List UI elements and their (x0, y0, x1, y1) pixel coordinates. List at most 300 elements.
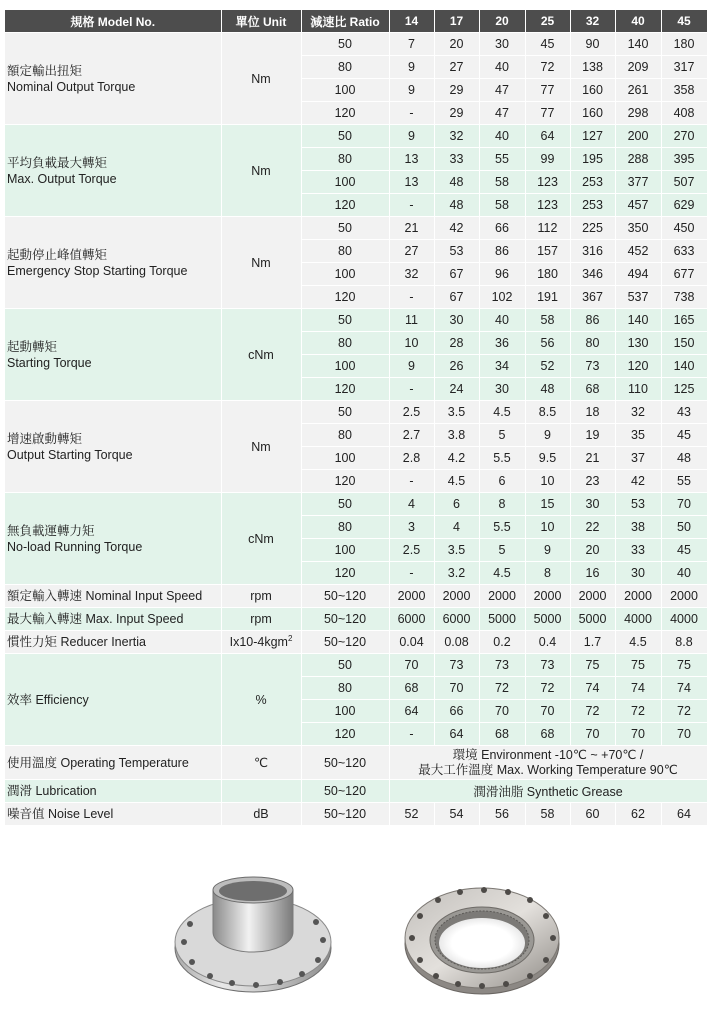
table-cell: 261 (615, 79, 661, 102)
table-cell: 225 (570, 217, 615, 240)
table-cell: 102 (479, 286, 525, 309)
table-cell: 140 (615, 33, 661, 56)
table-cell: 4.5 (615, 631, 661, 654)
table-cell: 11 (389, 309, 434, 332)
table-cell: - (389, 723, 434, 746)
ratio-cell: 100 (301, 539, 389, 562)
ratio-cell: 120 (301, 562, 389, 585)
table-cell: 75 (661, 654, 707, 677)
header-size: 25 (525, 10, 570, 33)
table-cell: 395 (661, 148, 707, 171)
table-cell: 120 (615, 355, 661, 378)
table-cell: 0.08 (434, 631, 479, 654)
ratio-cell: 80 (301, 56, 389, 79)
inertia-unit-sup: 2 (287, 634, 293, 644)
table-cell: - (389, 286, 434, 309)
ratio-cell: 80 (301, 677, 389, 700)
table-cell: 138 (570, 56, 615, 79)
ratio-cell: 100 (301, 171, 389, 194)
table-cell: 70 (661, 493, 707, 516)
table-row (5, 631, 707, 654)
table-cell: 47 (479, 79, 525, 102)
table-cell: 9 (525, 539, 570, 562)
table-cell: - (389, 470, 434, 493)
table-cell: 2000 (434, 585, 479, 608)
table-cell: 5000 (525, 608, 570, 631)
group-unit: cNm (221, 309, 301, 401)
table-cell: - (389, 378, 434, 401)
spec-table (5, 10, 708, 826)
table-cell: - (389, 102, 434, 125)
group-unit: Nm (221, 217, 301, 309)
table-cell: 37 (615, 447, 661, 470)
table-cell: 19 (570, 424, 615, 447)
table-cell: 55 (661, 470, 707, 493)
table-cell: 160 (570, 102, 615, 125)
table-cell: 48 (434, 194, 479, 217)
table-cell: 8.5 (525, 401, 570, 424)
table-cell: 2.5 (389, 401, 434, 424)
table-cell: 36 (479, 332, 525, 355)
table-cell: 64 (525, 125, 570, 148)
table-cell: 150 (661, 332, 707, 355)
lubrication-value: 潤滑油脂 Synthetic Grease (389, 780, 707, 803)
table-cell: 507 (661, 171, 707, 194)
table-cell: 9.5 (525, 447, 570, 470)
table-cell: 2000 (615, 585, 661, 608)
ratio-cell: 120 (301, 286, 389, 309)
table-cell: 62 (615, 803, 661, 826)
table-cell: 633 (661, 240, 707, 263)
table-cell: 72 (479, 677, 525, 700)
table-cell: 2000 (570, 585, 615, 608)
ratio-cell: 100 (301, 700, 389, 723)
lubrication-unit (221, 780, 301, 803)
input-speed-unit: rpm (221, 585, 301, 608)
group-label-zh: 平均負載最大轉矩 (7, 155, 108, 170)
group-label-en: Starting Torque (7, 355, 92, 370)
table-cell: 3.5 (434, 401, 479, 424)
input-speed-label: 額定輸入轉速 Nominal Input Speed (5, 585, 221, 608)
table-cell: 180 (661, 33, 707, 56)
table-cell: 4.5 (434, 470, 479, 493)
table-cell: 8 (479, 493, 525, 516)
table-cell: 452 (615, 240, 661, 263)
table-cell: 29 (434, 102, 479, 125)
table-cell: 55 (479, 148, 525, 171)
table-cell: 30 (479, 33, 525, 56)
table-cell: 127 (570, 125, 615, 148)
group-label-zh: 起動轉矩 (7, 339, 58, 354)
table-cell: 8 (525, 562, 570, 585)
table-cell: 75 (615, 654, 661, 677)
table-cell: 21 (570, 447, 615, 470)
table-cell: 13 (389, 171, 434, 194)
lubrication-ratio: 50~120 (301, 780, 389, 803)
table-cell: 7 (389, 33, 434, 56)
table-row (5, 585, 707, 608)
header-size: 45 (661, 10, 707, 33)
table-cell: 140 (615, 309, 661, 332)
table-cell: 52 (525, 355, 570, 378)
table-cell: 56 (479, 803, 525, 826)
input-speed-ratio: 50~120 (301, 585, 389, 608)
table-cell: 30 (434, 309, 479, 332)
table-cell: 73 (434, 654, 479, 677)
flange-cup-image (170, 870, 340, 1000)
ratio-cell: 50 (301, 493, 389, 516)
table-cell: 96 (479, 263, 525, 286)
table-cell: 157 (525, 240, 570, 263)
ratio-cell: 120 (301, 194, 389, 217)
table-cell: 48 (661, 447, 707, 470)
table-cell: 10 (525, 470, 570, 493)
table-cell: 367 (570, 286, 615, 309)
table-cell: 72 (661, 700, 707, 723)
table-cell: 209 (615, 56, 661, 79)
noise-label: 噪音值 Noise Level (5, 803, 221, 826)
table-cell: 10 (525, 516, 570, 539)
table-cell: 10 (389, 332, 434, 355)
table-cell: 77 (525, 102, 570, 125)
table-cell: 20 (434, 33, 479, 56)
table-cell: 629 (661, 194, 707, 217)
table-cell: 5000 (479, 608, 525, 631)
table-cell: 50 (661, 516, 707, 539)
noise-ratio: 50~120 (301, 803, 389, 826)
table-cell: 33 (615, 539, 661, 562)
table-cell: 70 (570, 723, 615, 746)
table-cell: 60 (570, 803, 615, 826)
table-cell: 90 (570, 33, 615, 56)
table-cell: 6000 (389, 608, 434, 631)
table-cell: 4 (434, 516, 479, 539)
table-cell: 75 (570, 654, 615, 677)
table-cell: 70 (615, 723, 661, 746)
gear-ring-image (400, 870, 570, 1000)
table-cell: 494 (615, 263, 661, 286)
table-cell: 72 (525, 677, 570, 700)
ratio-cell: 120 (301, 723, 389, 746)
table-cell: 58 (479, 171, 525, 194)
table-cell: 9 (389, 125, 434, 148)
efficiency-unit: % (221, 654, 301, 746)
group-unit: Nm (221, 125, 301, 217)
efficiency-label: 效率 Efficiency (5, 654, 221, 746)
table-row (5, 780, 707, 803)
table-cell: 73 (525, 654, 570, 677)
table-cell: 123 (525, 194, 570, 217)
table-cell: 110 (615, 378, 661, 401)
table-cell: 191 (525, 286, 570, 309)
table-cell: 9 (389, 56, 434, 79)
table-cell: 53 (434, 240, 479, 263)
table-cell: 358 (661, 79, 707, 102)
table-cell: 70 (434, 677, 479, 700)
table-cell: 27 (434, 56, 479, 79)
table-cell: 67 (434, 286, 479, 309)
header-model: 規格 Model No. (5, 10, 221, 33)
table-cell: 2000 (479, 585, 525, 608)
table-row (5, 33, 707, 56)
table-cell: 15 (525, 493, 570, 516)
noise-unit: dB (221, 803, 301, 826)
inertia-label: 慣性力矩 Reducer Inertia (5, 631, 221, 654)
table-cell: 47 (479, 102, 525, 125)
table-row (5, 654, 707, 677)
table-cell: 6 (434, 493, 479, 516)
table-cell: 48 (434, 171, 479, 194)
table-cell: 74 (570, 677, 615, 700)
table-cell: 2000 (525, 585, 570, 608)
inertia-ratio: 50~120 (301, 631, 389, 654)
group-label-en: No-load Running Torque (7, 539, 143, 554)
ratio-cell: 50 (301, 125, 389, 148)
temperature-line-2: 最大工作溫度 Max. Working Temperature 90℃ (418, 762, 678, 777)
table-cell: 4.2 (434, 447, 479, 470)
table-cell: 0.04 (389, 631, 434, 654)
table-cell: 298 (615, 102, 661, 125)
table-cell: 3.8 (434, 424, 479, 447)
table-row (5, 803, 707, 826)
table-cell: 80 (570, 332, 615, 355)
table-cell: 45 (661, 539, 707, 562)
table-cell: 30 (479, 378, 525, 401)
table-cell: 4.5 (479, 562, 525, 585)
group-label (5, 125, 221, 217)
table-cell: 32 (389, 263, 434, 286)
table-cell: 346 (570, 263, 615, 286)
table-cell: 125 (661, 378, 707, 401)
group-label (5, 309, 221, 401)
table-cell: 56 (525, 332, 570, 355)
table-cell: 5000 (570, 608, 615, 631)
table-cell: 58 (525, 309, 570, 332)
table-cell: 8.8 (661, 631, 707, 654)
ratio-cell: 50 (301, 654, 389, 677)
table-cell: 2.7 (389, 424, 434, 447)
table-cell: 377 (615, 171, 661, 194)
ratio-cell: 80 (301, 240, 389, 263)
table-cell: 23 (570, 470, 615, 493)
table-cell: 66 (434, 700, 479, 723)
table-cell: 270 (661, 125, 707, 148)
table-cell: 2000 (661, 585, 707, 608)
table-cell: 112 (525, 217, 570, 240)
header-unit: 單位 Unit (221, 10, 301, 33)
table-cell: 317 (661, 56, 707, 79)
group-label (5, 493, 221, 585)
table-cell: 408 (661, 102, 707, 125)
header-size: 17 (434, 10, 479, 33)
table-cell: 1.7 (570, 631, 615, 654)
table-cell: 74 (615, 677, 661, 700)
table-cell: 70 (479, 700, 525, 723)
table-cell: 67 (434, 263, 479, 286)
table-cell: 40 (479, 309, 525, 332)
table-cell: 38 (615, 516, 661, 539)
temperature-unit: ℃ (221, 746, 301, 780)
temperature-value (389, 746, 707, 780)
table-cell: 42 (434, 217, 479, 240)
ratio-cell: 120 (301, 470, 389, 493)
table-cell: 3.2 (434, 562, 479, 585)
ratio-cell: 50 (301, 401, 389, 424)
table-row (5, 493, 707, 516)
max-speed-ratio: 50~120 (301, 608, 389, 631)
table-cell: 33 (434, 148, 479, 171)
table-cell: 72 (525, 56, 570, 79)
table-cell: 738 (661, 286, 707, 309)
table-row (5, 125, 707, 148)
table-cell: - (389, 562, 434, 585)
table-cell: 450 (661, 217, 707, 240)
header-row (5, 10, 707, 33)
table-cell: - (389, 194, 434, 217)
table-cell: 27 (389, 240, 434, 263)
table-cell: 5 (479, 424, 525, 447)
group-unit: Nm (221, 401, 301, 493)
table-cell: 54 (434, 803, 479, 826)
table-cell: 288 (615, 148, 661, 171)
table-cell: 53 (615, 493, 661, 516)
table-cell: 34 (479, 355, 525, 378)
ratio-cell: 100 (301, 263, 389, 286)
header-size: 32 (570, 10, 615, 33)
group-label-en: Emergency Stop Starting Torque (7, 263, 188, 278)
table-cell: 4000 (661, 608, 707, 631)
table-cell: 68 (479, 723, 525, 746)
table-cell: 3 (389, 516, 434, 539)
table-cell: 66 (479, 217, 525, 240)
ratio-cell: 100 (301, 447, 389, 470)
table-cell: 5.5 (479, 447, 525, 470)
header-size: 14 (389, 10, 434, 33)
group-label-zh: 起動停止峰值轉矩 (7, 247, 108, 262)
table-cell: 16 (570, 562, 615, 585)
table-cell: 0.4 (525, 631, 570, 654)
group-label-en: Nominal Output Torque (7, 79, 136, 94)
header-ratio: 減速比 Ratio (301, 10, 389, 33)
temperature-line-1: 環境 Environment -10℃ ~ +70℃ / (452, 747, 644, 762)
table-cell: 0.2 (479, 631, 525, 654)
table-cell: 99 (525, 148, 570, 171)
table-cell: 64 (661, 803, 707, 826)
table-cell: 70 (525, 700, 570, 723)
group-label-en: Output Starting Torque (7, 447, 133, 462)
table-cell: 29 (434, 79, 479, 102)
table-cell: 70 (389, 654, 434, 677)
table-cell: 68 (389, 677, 434, 700)
group-label-zh: 無負載運轉力矩 (7, 523, 95, 538)
table-cell: 40 (661, 562, 707, 585)
ratio-cell: 80 (301, 424, 389, 447)
ratio-cell: 120 (301, 102, 389, 125)
table-cell: 68 (525, 723, 570, 746)
table-cell: 457 (615, 194, 661, 217)
table-cell: 4000 (615, 608, 661, 631)
table-cell: 2000 (389, 585, 434, 608)
max-speed-label: 最大輸入轉速 Max. Input Speed (5, 608, 221, 631)
table-cell: 160 (570, 79, 615, 102)
table-cell: 253 (570, 171, 615, 194)
table-cell: 86 (570, 309, 615, 332)
table-row (5, 309, 707, 332)
table-cell: 32 (434, 125, 479, 148)
table-cell: 4 (389, 493, 434, 516)
lubrication-label: 潤滑 Lubrication (5, 780, 221, 803)
group-label-zh: 增速啟動轉矩 (7, 431, 83, 446)
table-cell: 6000 (434, 608, 479, 631)
table-cell: 28 (434, 332, 479, 355)
ratio-cell: 100 (301, 79, 389, 102)
table-cell: 130 (615, 332, 661, 355)
table-cell: 72 (615, 700, 661, 723)
table-row (5, 217, 707, 240)
table-cell: 9 (389, 355, 434, 378)
group-label (5, 217, 221, 309)
product-photos (0, 870, 717, 1000)
spec-body (5, 33, 707, 826)
table-cell: 45 (661, 424, 707, 447)
table-cell: 140 (661, 355, 707, 378)
table-cell: 5.5 (479, 516, 525, 539)
table-cell: 73 (570, 355, 615, 378)
table-cell: 123 (525, 171, 570, 194)
inertia-unit (221, 631, 301, 654)
table-row (5, 401, 707, 424)
header-size: 40 (615, 10, 661, 33)
table-row (5, 608, 707, 631)
table-cell: 3.5 (434, 539, 479, 562)
table-cell: 22 (570, 516, 615, 539)
temperature-label: 使用溫度 Operating Temperature (5, 746, 221, 780)
table-cell: 64 (434, 723, 479, 746)
table-cell: 5 (479, 539, 525, 562)
ratio-cell: 50 (301, 33, 389, 56)
table-cell: 20 (570, 539, 615, 562)
inertia-unit-main: Ix10-4kgm (229, 635, 288, 650)
table-cell: 43 (661, 401, 707, 424)
group-unit: cNm (221, 493, 301, 585)
table-cell: 9 (525, 424, 570, 447)
ratio-cell: 80 (301, 148, 389, 171)
group-unit: Nm (221, 33, 301, 125)
table-cell: 48 (525, 378, 570, 401)
ratio-cell: 80 (301, 332, 389, 355)
table-cell: 35 (615, 424, 661, 447)
table-cell: 26 (434, 355, 479, 378)
table-cell: 4.5 (479, 401, 525, 424)
group-label-zh: 額定輸出扭矩 (7, 63, 83, 78)
table-cell: 316 (570, 240, 615, 263)
table-cell: 18 (570, 401, 615, 424)
group-label (5, 33, 221, 125)
table-cell: 68 (570, 378, 615, 401)
table-cell: 70 (661, 723, 707, 746)
table-cell: 52 (389, 803, 434, 826)
table-cell: 86 (479, 240, 525, 263)
table-cell: 30 (570, 493, 615, 516)
table-cell: 72 (570, 700, 615, 723)
table-cell: 24 (434, 378, 479, 401)
table-cell: 64 (389, 700, 434, 723)
table-cell: 77 (525, 79, 570, 102)
max-speed-unit: rpm (221, 608, 301, 631)
table-cell: 9 (389, 79, 434, 102)
ratio-cell: 120 (301, 378, 389, 401)
table-cell: 30 (615, 562, 661, 585)
